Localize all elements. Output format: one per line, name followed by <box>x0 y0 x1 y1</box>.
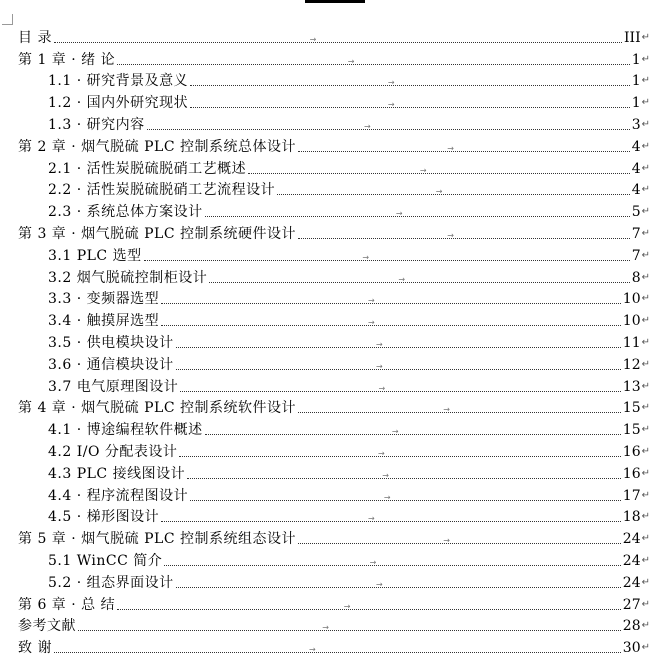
dot-leader <box>161 296 621 306</box>
tab-arrow-icon: → <box>375 339 383 349</box>
dot-leader <box>176 339 621 349</box>
dot-leader <box>144 252 630 262</box>
toc-section-entry[interactable] <box>18 69 650 91</box>
paragraph-mark-icon: ↵ <box>641 227 650 239</box>
tab-arrow-icon: → <box>383 492 391 502</box>
dot-leader <box>164 557 621 567</box>
toc-entry-title: 3.4 · 触摸屏选型 <box>48 313 160 330</box>
paragraph-mark-icon: ↵ <box>641 336 650 348</box>
paragraph-mark-icon: ↵ <box>641 424 650 436</box>
tab-arrow-icon: → <box>387 78 395 88</box>
toc-section-entry[interactable] <box>18 374 650 396</box>
toc-page-number: 28 <box>622 618 641 635</box>
tab-arrow-icon: → <box>435 187 443 197</box>
paragraph-mark-icon: ↵ <box>641 53 650 65</box>
paragraph-mark-icon: ↵ <box>641 467 650 479</box>
toc-chapter-entry[interactable] <box>18 526 650 548</box>
paragraph-mark-icon: ↵ <box>641 620 650 632</box>
tab-arrow-icon: → <box>398 274 406 284</box>
tab-arrow-icon: → <box>364 121 371 131</box>
table-of-contents <box>18 25 650 657</box>
toc-entry-title: 3.1 PLC 选型 <box>48 247 142 264</box>
toc-page-number: 27 <box>622 596 641 613</box>
dot-leader <box>190 492 621 502</box>
dot-leader <box>78 623 621 633</box>
paragraph-mark-icon: ↵ <box>641 576 650 588</box>
paragraph-mark-icon: ↵ <box>641 402 650 414</box>
tab-arrow-icon: → <box>391 427 399 437</box>
dot-leader <box>176 579 621 589</box>
dot-leader <box>248 165 630 175</box>
toc-section-entry[interactable] <box>18 439 650 461</box>
toc-page-number: 18 <box>622 509 641 526</box>
header-mark <box>305 0 365 9</box>
toc-page-number: 1 <box>631 95 641 112</box>
dot-leader <box>117 56 630 66</box>
dot-leader <box>161 514 621 524</box>
dot-leader <box>190 100 630 110</box>
dot-leader <box>298 536 621 546</box>
paragraph-mark-icon: ↵ <box>641 118 650 130</box>
dot-leader <box>209 274 629 284</box>
tab-arrow-icon: → <box>367 514 375 524</box>
toc-page-number: III <box>624 29 641 46</box>
tab-arrow-icon: → <box>443 536 450 546</box>
toc-page-number: 7 <box>631 247 641 264</box>
toc-chapter-entry[interactable] <box>18 25 650 47</box>
toc-section-entry[interactable] <box>18 156 650 178</box>
paragraph-mark-icon: ↵ <box>641 380 650 392</box>
toc-page-number: 13 <box>622 378 641 395</box>
toc-chapter-entry[interactable] <box>18 635 650 657</box>
tab-arrow-icon: → <box>443 405 450 415</box>
toc-entry-title: 5.2 · 组态界面设计 <box>48 574 174 591</box>
dot-leader <box>161 318 621 328</box>
toc-page-number: 8 <box>631 269 641 286</box>
dot-leader <box>277 187 630 197</box>
toc-section-entry[interactable] <box>18 417 650 439</box>
toc-chapter-entry[interactable] <box>18 47 650 69</box>
toc-page-number: 15 <box>622 400 641 417</box>
toc-chapter-entry[interactable] <box>18 134 650 156</box>
toc-page-number: 24 <box>622 574 641 591</box>
tab-arrow-icon: → <box>309 645 316 655</box>
toc-section-entry[interactable] <box>18 483 650 505</box>
tab-arrow-icon: → <box>362 252 370 262</box>
toc-section-entry[interactable] <box>18 199 650 221</box>
toc-section-entry[interactable] <box>18 287 650 309</box>
toc-entry-title: 4.4 · 程序流程图设计 <box>48 487 189 504</box>
toc-entry-title: 2.3 · 系统总体方案设计 <box>48 204 203 221</box>
toc-section-entry[interactable] <box>18 548 650 570</box>
tab-arrow-icon: → <box>378 383 386 393</box>
paragraph-mark-icon: ↵ <box>641 75 650 87</box>
toc-page-number: 24 <box>622 552 641 569</box>
tab-arrow-icon: → <box>375 361 383 371</box>
dot-leader <box>147 121 630 131</box>
toc-entry-title: 2.2 · 活性炭脱硫脱硝工艺流程设计 <box>48 182 276 199</box>
toc-page-number: 4 <box>631 138 641 155</box>
dot-leader <box>190 78 630 88</box>
tab-arrow-icon: → <box>447 230 454 240</box>
tab-arrow-icon: → <box>387 100 395 110</box>
toc-page-number: 30 <box>622 640 641 657</box>
paragraph-mark-icon: ↵ <box>641 184 650 196</box>
tab-arrow-icon: → <box>367 296 375 306</box>
toc-entry-title: 参考文献 <box>18 618 76 635</box>
toc-page-number: 12 <box>622 356 641 373</box>
toc-entry-title: 3.7 电气原理图设计 <box>48 378 179 395</box>
dot-leader <box>298 405 621 415</box>
toc-chapter-entry[interactable] <box>18 614 650 636</box>
dot-leader <box>117 601 621 611</box>
toc-section-entry[interactable] <box>18 112 650 134</box>
toc-page-number: 16 <box>622 443 641 460</box>
toc-entry-title: 1.1 · 研究背景及意义 <box>48 73 189 90</box>
paragraph-mark-icon: ↵ <box>641 358 650 370</box>
dot-leader <box>298 143 630 153</box>
toc-section-entry[interactable] <box>18 90 650 112</box>
toc-page-number: 10 <box>622 291 641 308</box>
toc-entry-title: 3.3 · 变频器选型 <box>48 291 160 308</box>
toc-entry-title: 3.6 · 通信模块设计 <box>48 356 174 373</box>
toc-page-number: 5 <box>631 204 641 221</box>
paragraph-mark-icon: ↵ <box>641 642 650 654</box>
toc-section-entry[interactable] <box>18 330 650 352</box>
toc-page-number: 4 <box>631 182 641 199</box>
paragraph-mark-icon: ↵ <box>641 554 650 566</box>
toc-page-number: 16 <box>622 465 641 482</box>
toc-entry-title: 4.1 · 博途编程软件概述 <box>48 422 203 439</box>
toc-page-number: 15 <box>622 422 641 439</box>
tab-arrow-icon: → <box>395 209 403 219</box>
toc-entry-title: 第 2 章 · 烟气脱硫 PLC 控制系统总体设计 <box>18 138 296 155</box>
dot-leader <box>179 448 620 458</box>
paragraph-mark-icon: ↵ <box>641 511 650 523</box>
toc-page-number: 4 <box>631 160 641 177</box>
dot-leader <box>298 230 630 240</box>
toc-section-entry[interactable] <box>18 308 650 330</box>
paragraph-mark-icon: ↵ <box>641 249 650 261</box>
dot-leader <box>205 209 630 219</box>
paragraph-mark-icon: ↵ <box>641 445 650 457</box>
toc-page-number: 7 <box>631 225 641 242</box>
toc-page-number: 1 <box>631 73 641 90</box>
dot-leader <box>176 361 621 371</box>
paragraph-mark-icon: ↵ <box>641 598 650 610</box>
toc-entry-title: 第 1 章 · 绪 论 <box>18 51 116 68</box>
paragraph-mark-icon: ↵ <box>641 31 650 43</box>
margin-corner-mark <box>2 14 13 25</box>
toc-page-number: 11 <box>622 334 641 351</box>
toc-page-number: 24 <box>622 531 641 548</box>
toc-entry-title: 第 3 章 · 烟气脱硫 PLC 控制系统硬件设计 <box>18 225 296 242</box>
paragraph-mark-icon: ↵ <box>641 97 650 109</box>
toc-entry-title: 5.1 WinCC 简介 <box>48 552 163 569</box>
toc-section-entry[interactable] <box>18 352 650 374</box>
toc-page-number: 17 <box>622 487 641 504</box>
paragraph-mark-icon: ↵ <box>641 140 650 152</box>
toc-chapter-entry[interactable] <box>18 221 650 243</box>
toc-entry-title: 第 5 章 · 烟气脱硫 PLC 控制系统组态设计 <box>18 531 296 548</box>
toc-entry-title: 4.2 I/O 分配表设计 <box>48 443 178 460</box>
paragraph-mark-icon: ↵ <box>641 162 650 174</box>
toc-entry-title: 第 4 章 · 烟气脱硫 PLC 控制系统软件设计 <box>18 400 296 417</box>
paragraph-mark-icon: ↵ <box>641 489 650 501</box>
paragraph-mark-icon: ↵ <box>641 271 650 283</box>
toc-section-entry[interactable] <box>18 178 650 200</box>
paragraph-mark-icon: ↵ <box>641 206 650 218</box>
toc-entry-title: 目 录 <box>18 29 52 46</box>
paragraph-mark-icon: ↵ <box>641 315 650 327</box>
paragraph-mark-icon: ↵ <box>641 533 650 545</box>
tab-arrow-icon: → <box>367 318 375 328</box>
toc-section-entry[interactable] <box>18 265 650 287</box>
toc-section-entry[interactable] <box>18 570 650 592</box>
toc-entry-title: 1.2 · 国内外研究现状 <box>48 95 189 112</box>
toc-entry-title: 致 谢 <box>18 640 52 657</box>
toc-entry-title: 3.5 · 供电模块设计 <box>48 334 174 351</box>
toc-entry-title: 1.3 · 研究内容 <box>48 116 145 133</box>
toc-page-number: 3 <box>631 116 641 133</box>
dot-leader <box>54 34 622 44</box>
tab-arrow-icon: → <box>378 448 385 458</box>
toc-page-number: 1 <box>631 51 641 68</box>
tab-arrow-icon: → <box>382 470 389 480</box>
toc-chapter-entry[interactable] <box>18 396 650 418</box>
tab-arrow-icon: → <box>322 623 329 633</box>
toc-entry-title: 2.1 · 活性炭脱硫脱硝工艺概述 <box>48 160 247 177</box>
dot-leader <box>187 470 621 480</box>
tab-arrow-icon: → <box>347 56 355 66</box>
tab-arrow-icon: → <box>343 601 351 611</box>
paragraph-mark-icon: ↵ <box>641 293 650 305</box>
tab-arrow-icon: → <box>419 165 427 175</box>
tab-arrow-icon: → <box>309 34 317 44</box>
toc-section-entry[interactable] <box>18 243 650 265</box>
toc-entry-title: 3.2 烟气脱硫控制柜设计 <box>48 269 208 286</box>
dot-leader <box>205 427 621 437</box>
toc-entry-title: 4.3 PLC 接线图设计 <box>48 465 186 482</box>
dot-leader <box>180 383 621 393</box>
toc-section-entry[interactable] <box>18 505 650 527</box>
tab-arrow-icon: → <box>375 579 383 589</box>
tab-arrow-icon: → <box>447 143 454 153</box>
toc-entry-title: 4.5 · 梯形图设计 <box>48 509 160 526</box>
toc-page-number: 10 <box>622 313 641 330</box>
dot-leader <box>54 645 621 655</box>
toc-chapter-entry[interactable] <box>18 592 650 614</box>
tab-arrow-icon: → <box>369 557 377 567</box>
toc-entry-title: 第 6 章 · 总 结 <box>18 596 116 613</box>
toc-section-entry[interactable] <box>18 461 650 483</box>
